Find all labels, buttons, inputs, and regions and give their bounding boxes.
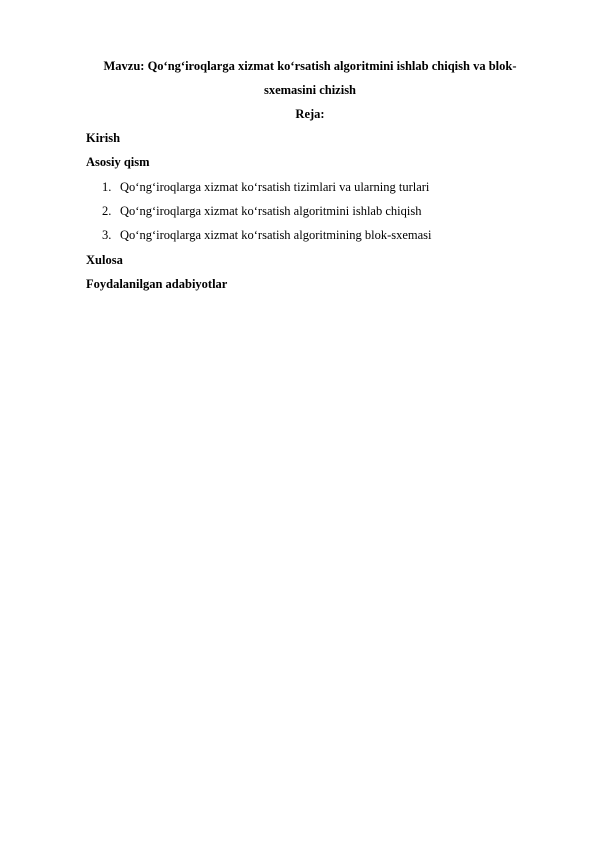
- document-title-line-1: Mavzu: Qo‘ng‘iroqlarga xizmat ko‘rsatish algoritmini ishlab chiqish va blok-: [103, 59, 517, 73]
- section-intro: Kirish: [86, 131, 121, 145]
- plan-item-number: 3.: [102, 228, 112, 242]
- section-main: Asosiy qism: [86, 155, 150, 169]
- plan-item: [102, 227, 432, 243]
- section-references: Foydalanilgan adabiyotlar: [86, 277, 228, 291]
- section-conclusion: Xulosa: [86, 253, 123, 267]
- plan-item: [102, 179, 429, 195]
- plan-item-number: 2.: [102, 204, 112, 218]
- plan-heading: Reja:: [295, 107, 325, 121]
- plan-item-number: 1.: [102, 180, 112, 194]
- plan-item-text: Qo‘ng‘iroqlarga xizmat ko‘rsatish algoritmini ishlab chiqish: [120, 204, 422, 218]
- plan-item-text: Qo‘ng‘iroqlarga xizmat ko‘rsatish tizimlari va ularning turlari: [120, 180, 430, 194]
- plan-item: [102, 203, 421, 219]
- document-title-line-2: sxemasini chizish: [263, 83, 357, 97]
- plan-item-text: Qo‘ng‘iroqlarga xizmat ko‘rsatish algoritmining blok-sxemasi: [120, 228, 432, 242]
